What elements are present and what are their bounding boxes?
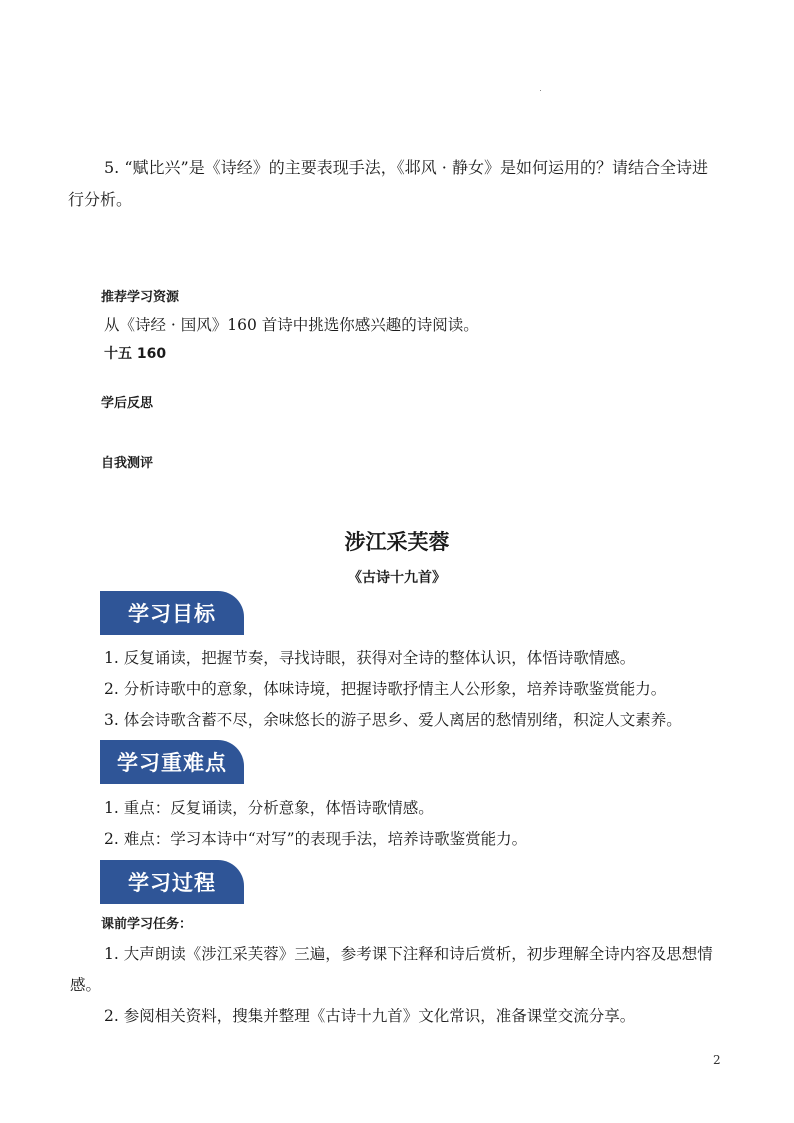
process-banner: 学习过程 [100, 860, 244, 904]
pre-class-heading: 课前学习任务： [101, 917, 193, 932]
resources-heading: 推荐学习资源 [101, 290, 180, 305]
key-point-item-1: 1. 重点：反复诵读，分析意象，体悟诗歌情感。 [104, 799, 434, 817]
goal-item-1: 1. 反复诵读，把握节奏，寻找诗眼，获得对全诗的整体认识，体悟诗歌情感。 [104, 649, 636, 667]
goal-item-3: 3. 体会诗歌含蓄不尽，余味悠长的游子思乡、爱人离居的愁情别绪，积淀人文素养。 [104, 711, 682, 729]
resources-text: 从《诗经 · 国风》160 首诗中挑选你感兴趣的诗阅读。 [104, 316, 479, 334]
self-eval-heading: 自我测评 [101, 456, 154, 471]
question-5-line-1: 5. “赋比兴”是《诗经》的主要表现手法，《邶风 · 静女》是如何运用的？请结合全诗进 [104, 158, 708, 177]
question-5-line-2: 行分析。 [68, 190, 133, 209]
task-1-line-2: 感。 [70, 976, 102, 994]
lesson-subtitle: 《古诗十九首》 [348, 570, 446, 586]
goal-item-2: 2. 分析诗歌中的意象，体味诗境，把握诗歌抒情主人公形象，培养诗歌鉴赏能力。 [104, 680, 667, 698]
reflection-heading: 学后反思 [101, 396, 154, 411]
key-point-item-2: 2. 难点：学习本诗中“对写”的表现手法，培养诗歌鉴赏能力。 [104, 830, 528, 848]
stray-mark [540, 90, 541, 91]
key-points-banner: 学习重难点 [100, 740, 244, 784]
lesson-title: 涉江采芙蓉 [344, 529, 450, 554]
page-number: 2 [713, 1053, 721, 1067]
task-2: 2. 参阅相关资料，搜集并整理《古诗十九首》文化常识，准备课堂交流分享。 [104, 1007, 636, 1025]
resources-note: 十五 160 [104, 346, 167, 362]
goals-banner: 学习目标 [100, 591, 244, 635]
task-1-line-1: 1. 大声朗读《涉江采芙蓉》三遍，参考课下注释和诗后赏析，初步理解全诗内容及思想情 [104, 945, 713, 963]
